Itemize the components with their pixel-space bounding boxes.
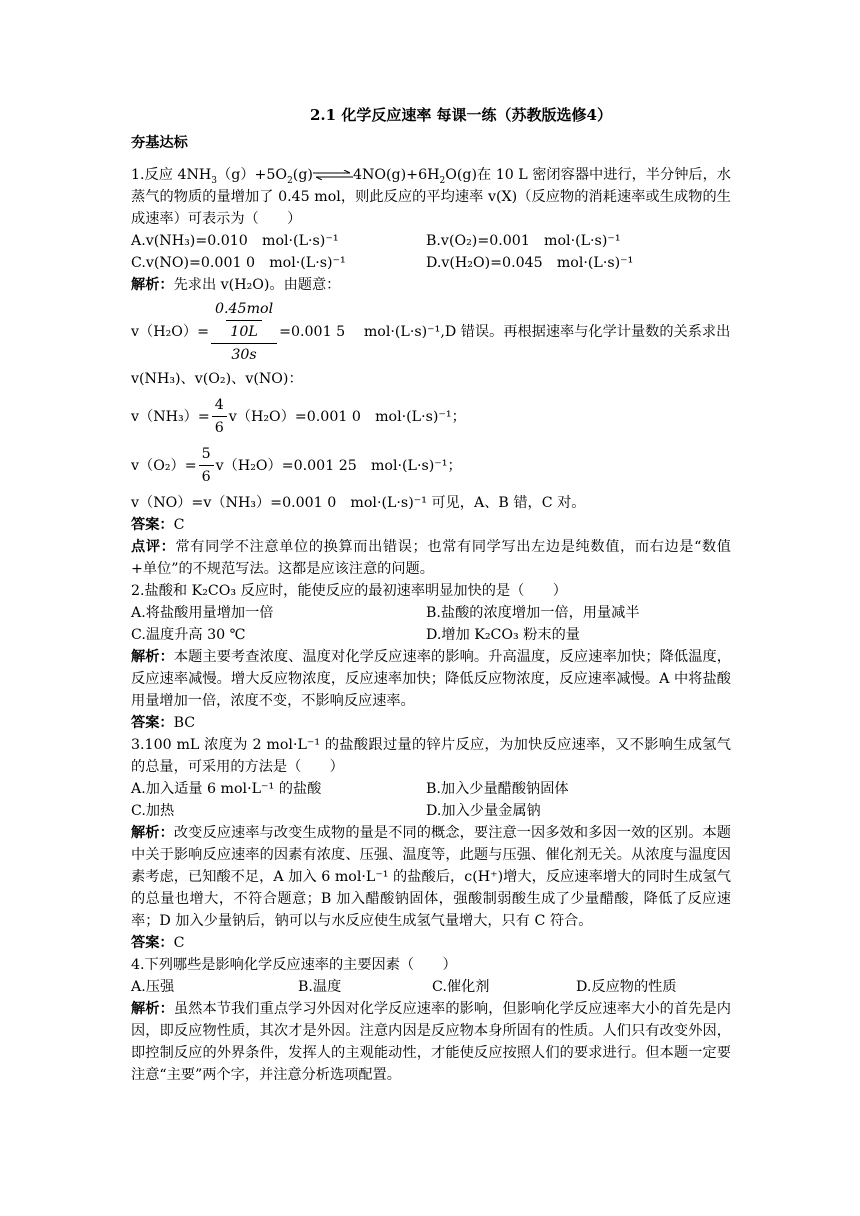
fraction: $\frac{4}{6}$ <box>212 394 227 439</box>
q3-option-d: D.加入少量金属钠 <box>426 803 541 819</box>
q1-option-a: A.v(NH₃)=0.010 mol·(L·s)⁻¹ <box>131 233 339 249</box>
q1-option-d: D.v(H₂O)=0.045 mol·(L·s)⁻¹ <box>426 255 634 271</box>
q1-comment: 点评：常有同学不注意单位的换算而出错误；也常有同学写出左边是纯数值，而右边是“数值+单位”的不规范写法。这都是应该注意的问题。 <box>131 539 731 577</box>
q2-answer: 答案：BC <box>131 715 196 731</box>
complex-fraction: 0.45mol 10L 30s <box>211 298 277 366</box>
q3-option-c: C.加热 <box>131 803 175 819</box>
q2-option-d: D.增加 K₂CO₃ 粉末的量 <box>426 627 580 643</box>
q1-equation-1: v（H₂O）= 0.45mol 10L 30s =0.001 5 mol·(L·s)⁻¹,D 错误。再根据速率与化学计量数的关系求出 <box>131 298 731 366</box>
q2-option-b: B.盐酸的浓度增加一倍，用量减半 <box>426 605 640 621</box>
q4-option-a: A.压强 <box>131 979 175 995</box>
fraction: $\frac{5}{6}$ <box>199 443 214 488</box>
q4-option-c: C.催化剂 <box>432 979 490 995</box>
q3-answer: 答案：C <box>131 935 185 951</box>
reversible-arrow-icon <box>313 170 353 180</box>
q1-equation-2: v（NH₃）= $\frac{4}{6}$ v（H₂O）=0.001 0 mol·(L·s)⁻¹； <box>131 394 731 439</box>
q3-option-a: A.加入适量 6 mol·L⁻¹ 的盐酸 <box>131 781 322 797</box>
q1-equation-4: v（NO）=v（NH₃）=0.001 0 mol·(L·s)⁻¹ 可见，A、B 错，C 对。 <box>131 495 586 511</box>
question-4-stem: 4.下列哪些是影响化学反应速率的主要因素（ ） <box>131 957 457 973</box>
q4-option-b: B.温度 <box>298 979 342 995</box>
q1-equation-3: v（O₂）= $\frac{5}{6}$ v（H₂O）=0.001 25 mol·(L·s)⁻¹； <box>131 443 731 488</box>
question-2-stem: 2.盐酸和 K₂CO₃ 反应时，能使反应的最初速率明显加快的是（ ） <box>131 583 567 599</box>
q3-analysis: 解析：改变反应速率与改变生成物的量是不同的概念，要注意一因多效和多因一效的区别。本题中关于影响反应速率的因素有浓度、压强、温度等，此题与压强、催化剂无关。从浓度与温度因素考虑，已知酸不足，A 加入 6 mol·L⁻¹ 的盐酸后，c(H⁺)增大，反应速率增大的同时生成氢气的总量也增大，不符合题意；B 加入醋酸钠固体，强酸制弱酸生成了少量醋酸，降低了反应速率；D 加入少量钠后，钠可以与水反应使生成氢气量增大，只有 C 符合。 <box>131 825 731 929</box>
section-heading: 夯基达标 <box>131 135 188 151</box>
page-title: 2.1 化学反应速率 每课一练（苏教版选修4） <box>310 106 612 124</box>
question-1-stem: 1.反应 $4NH_3(g)+5O_2(g)$ $4NO(g)+6H_2O(g)$在 10 L 密闭容器中进行，半分钟后，水蒸气的物质的量增加了 0.45 mol，则此反应的平均速率 v(X)（反应物的消耗速率或生成物的生成速率）可表示为（ ） <box>131 167 731 227</box>
q1-analysis: 解析：先求出 v(H₂O)。由题意： <box>131 277 341 293</box>
q1-option-c: C.v(NO)=0.001 0 mol·(L·s)⁻¹ <box>131 255 346 271</box>
q2-option-c: C.温度升高 30 ℃ <box>131 627 246 643</box>
q3-options-row-1 <box>131 778 731 800</box>
q1-options-row-1 <box>131 230 731 252</box>
q1-equation-1-cont: v(NH₃)、v(O₂)、v(NO)： <box>131 371 303 387</box>
q4-options-row <box>131 976 731 998</box>
q2-analysis: 解析：本题主要考查浓度、温度对化学反应速率的影响。升高温度，反应速率加快；降低温度，反应速率减慢。增大反应物浓度，反应速率加快；降低反应物浓度，反应速率减慢。A 中将盐酸用量增加一倍，浓度不变，不影响反应速率。 <box>131 649 731 709</box>
q4-option-d: D.反应物的性质 <box>576 979 677 995</box>
q4-analysis: 解析：虽然本节我们重点学习外因对化学反应速率的影响，但影响化学反应速率大小的首先是内因，即反应物性质，其次才是外因。注意内因是反应物本身所固有的性质。人们只有改变外因，即控制反应的外界条件，发挥人的主观能动性，才能使反应按照人们的要求进行。但本题一定要注意“主要”两个字，并注意分析选项配置。 <box>131 1001 731 1083</box>
q3-option-b: B.加入少量醋酸钠固体 <box>426 781 569 797</box>
q1-option-b: B.v(O₂)=0.001 mol·(L·s)⁻¹ <box>426 233 621 249</box>
document-page <box>131 104 731 1086</box>
q1-answer: 答案：C <box>131 517 185 533</box>
q2-options-row-1 <box>131 602 731 624</box>
q1-options-row-2 <box>131 252 731 274</box>
q3-options-row-2 <box>131 800 731 822</box>
q2-option-a: A.将盐酸用量增加一倍 <box>131 605 274 621</box>
question-3-stem: 3.100 mL 浓度为 2 mol·L⁻¹ 的盐酸跟过量的锌片反应，为加快反应速率，又不影响生成氢气的总量，可采用的方法是（ ） <box>131 737 731 775</box>
q2-options-row-2 <box>131 624 731 646</box>
